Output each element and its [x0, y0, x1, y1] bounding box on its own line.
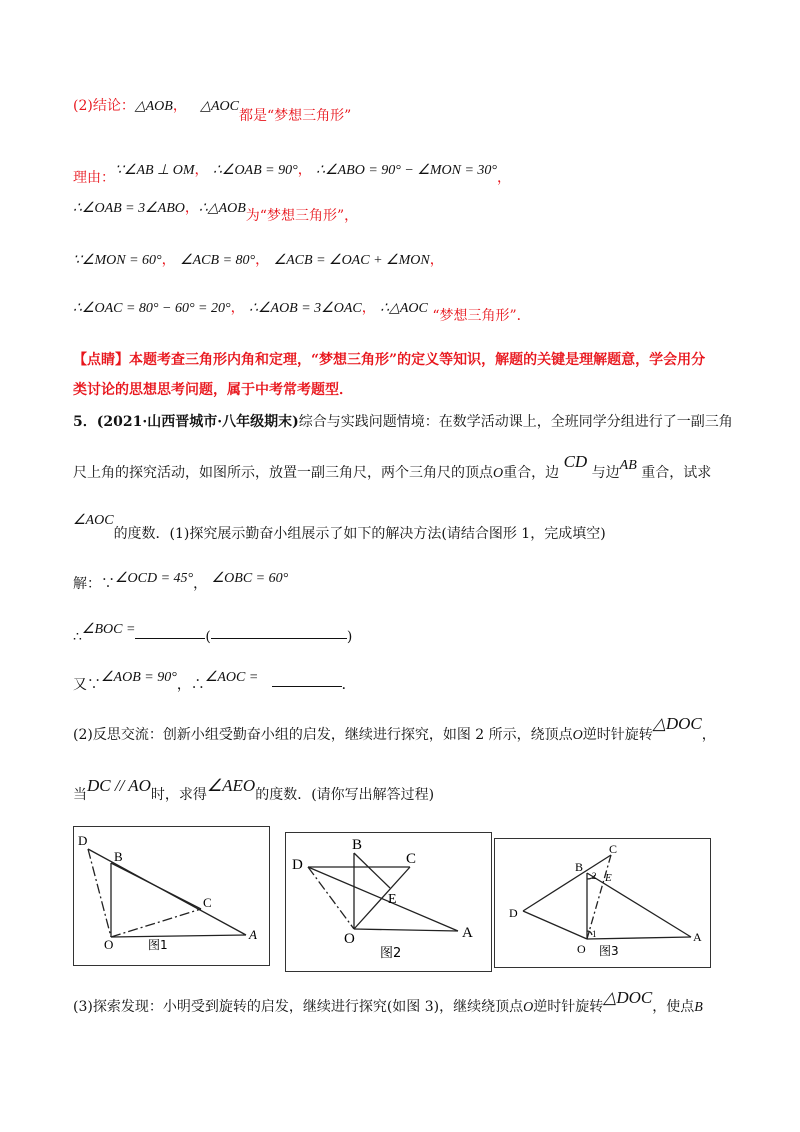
solution-line-2	[73, 618, 353, 645]
fig2-label-a: A	[462, 925, 473, 941]
reason-math-2: ∴∠OAB = 90°	[212, 163, 298, 178]
fig2-label-e: E	[388, 892, 397, 907]
part3-line-1	[73, 988, 703, 1018]
fig1-label-o: O	[104, 937, 114, 952]
problem5-text-2a: 尺上角的探究活动，如图所示，放置一副三角尺，两个三角尺的顶点	[73, 465, 493, 481]
edge-cd: CD	[563, 452, 588, 471]
figure-2-diagram	[286, 833, 491, 971]
angle-aoc-eq: ∠AOC =	[204, 670, 259, 685]
fig2-label-d: D	[292, 857, 303, 873]
fig2-edge-oa	[354, 929, 458, 931]
fig2-label-c: C	[406, 851, 417, 867]
line3-math-1: ∴∠OAB = 3∠ABO	[73, 201, 185, 216]
line5-math-3: ∴△AOC	[380, 301, 428, 316]
blank-aoc-value[interactable]	[272, 672, 342, 687]
problem5-line-1	[73, 412, 733, 432]
fig2-edge-da	[308, 867, 458, 931]
part2-line-1	[73, 714, 716, 746]
line5-math-2: ∴∠AOB = 3∠OAC	[249, 301, 362, 316]
part3-text-1a: (3)探索发现：小明受到旋转的启发，继续进行探究(如图 3)，继续绕顶点	[73, 999, 524, 1015]
solution-math-1: ∠OCD = 45°	[115, 571, 194, 586]
again-because: 又∵	[73, 677, 101, 693]
line5-math-1: ∴∠OAC = 80° − 60° = 20°	[73, 301, 231, 316]
figure-3-diagram	[495, 839, 710, 967]
reason-math-3: ∴∠ABO = 90° − ∠MON = 30°	[316, 163, 498, 178]
fig3-edge-do	[523, 911, 587, 939]
problem5-text-3: 的度数．(1)探究展示勤奋小组展示了如下的解决方法(请结合图形 1，完成填空)	[113, 526, 606, 542]
fig3-label-angle-2: 2	[592, 871, 597, 881]
part3-point-o: O	[523, 1000, 534, 1015]
triangle-aob: △AOB	[134, 99, 173, 114]
fig1-label-b: B	[114, 849, 123, 864]
fig3-label-b: B	[575, 860, 584, 874]
figure-1-diagram	[74, 827, 269, 965]
blank-boc-reason[interactable]	[211, 624, 347, 639]
fig3-caption: 图3	[599, 944, 619, 958]
figure-1	[73, 826, 270, 966]
fig2-edge-co	[354, 867, 410, 929]
conclusion-line	[73, 96, 352, 124]
part3-point-b: B	[694, 1000, 703, 1015]
part2-point-o: O	[572, 728, 583, 743]
part2-text-1a: (2)反思交流：创新小组受勤奋小组的启发，继续进行探究，如图 2 所示，绕顶点	[73, 727, 573, 743]
fig1-label-a: A	[249, 927, 257, 942]
angle-aeo: ∠AEO	[206, 776, 256, 795]
line-4: ∵∠MON = 60°， ∠ACB = 80°， ∠ACB = ∠OAC + ∠MON，	[73, 252, 444, 268]
fig1-edge-oc	[111, 909, 201, 937]
blank-boc-value[interactable]	[135, 624, 205, 639]
reason-tail: ，	[497, 170, 512, 186]
part2-line-2	[73, 776, 435, 805]
fig3-label-a: A	[693, 930, 702, 944]
edge-ab: AB	[619, 458, 637, 473]
part3-text-1c: ，使点	[652, 999, 695, 1015]
problem5-line-3	[73, 513, 606, 542]
conclusion-suffix: 都是“梦想三角形”	[238, 108, 352, 124]
part2-text-2b: 的度数．(请你写出解答过程)	[255, 787, 435, 803]
solution-line-1: 解：∵∠OCD = 45°， ∠OBC = 60°	[73, 571, 289, 592]
fig1-label-d: D	[78, 833, 88, 848]
comment-line-2: 类讨论的思想思考问题，属于中考常考题型．	[73, 382, 353, 398]
therefore-2: ，∴	[176, 677, 205, 693]
part3-triangle-doc: △DOC	[603, 988, 653, 1007]
triangle-aoc: △AOC	[200, 99, 239, 114]
dc-parallel-ao: DC // AO	[87, 776, 151, 795]
problem5-line-2	[73, 452, 712, 484]
problem5-text-2b: 重合，边	[503, 465, 560, 481]
reason-math-1: ∵∠AB ⊥ OM	[115, 163, 195, 178]
paren-close: )	[346, 629, 353, 645]
reason-line: 理由：∵∠AB ⊥ OM， ∴∠OAB = 90°， ∴∠ABO = 90° − ∠MON = 30°，	[73, 162, 512, 186]
paren-open: (	[205, 629, 211, 645]
part2-comma: ，	[701, 727, 716, 743]
fig3-label-o: O	[577, 942, 586, 956]
fig2-label-b: B	[352, 837, 363, 853]
reason-label: 理由：	[73, 170, 115, 186]
line-3: ∴∠OAB = 3∠ABO，∴△AOB为“梦想三角形”，	[73, 200, 359, 224]
therefore-symbol: ∴	[73, 629, 82, 645]
line4-math-2: ∠ACB = 80°	[180, 253, 256, 268]
separator: ，	[172, 98, 187, 114]
line5-text: “梦想三角形”．	[432, 308, 531, 324]
fig1-edge-oa	[111, 935, 246, 937]
fig3-label-c: C	[609, 842, 618, 856]
part2-text-1b: 逆时针旋转	[582, 727, 653, 743]
solution-math-2: ∠OBC = 60°	[211, 571, 289, 586]
fig3-label-d: D	[509, 906, 518, 920]
solution-line-3	[73, 666, 356, 693]
period: ．	[341, 677, 356, 693]
problem-number: 5．	[73, 414, 97, 430]
comment-line-1: 【点睛】本题考查三角形内角和定理，“梦想三角形”的定义等知识，解题的关键是理解题意，学会用分	[73, 352, 706, 368]
line3-math-2: ∴△AOB	[198, 201, 246, 216]
fig1-edge-do	[88, 849, 111, 937]
fig2-label-o: O	[344, 931, 355, 947]
fig1-edge-bc	[111, 863, 201, 909]
line3-text: 为“梦想三角形”，	[245, 208, 359, 224]
angle-aob: ∠AOB = 90°	[101, 670, 177, 685]
part2-triangle-doc: △DOC	[652, 714, 702, 733]
part2-when: 当	[73, 787, 87, 803]
fig2-caption: 图2	[380, 946, 402, 961]
line4-math-1: ∵∠MON = 60°	[73, 253, 162, 268]
fig3-edge-oa	[587, 937, 691, 939]
line4-math-3: ∠ACB = ∠OAC + ∠MON	[273, 253, 430, 268]
fig2-edge-be	[354, 853, 390, 888]
problem5-text-1: 综合与实践问题情境：在数学活动课上，全班同学分组进行了一副三角	[298, 414, 733, 430]
figure-3	[494, 838, 711, 968]
fig1-label-c: C	[203, 895, 212, 910]
part3-text-1b: 逆时针旋转	[533, 999, 604, 1015]
conclusion-prefix: (2)结论：	[73, 98, 135, 114]
fig1-caption: 图1	[148, 938, 168, 952]
part2-text-2a: 时，求得	[150, 787, 207, 803]
point-o: O	[493, 466, 504, 481]
solution-label: 解：∵	[73, 576, 115, 592]
angle-aoc: ∠AOC	[73, 513, 114, 528]
problem5-text-2d: 重合，试求	[641, 465, 712, 481]
line-5: ∴∠OAC = 80° − 60° = 20°， ∴∠AOB = 3∠OAC， ∴△AOC “梦想三角形”．	[73, 300, 531, 324]
fig3-label-e: E	[605, 872, 612, 884]
figure-2	[285, 832, 492, 972]
problem5-text-2c: 与边	[591, 465, 620, 481]
fig3-label-angle-1: 1	[592, 929, 597, 939]
problem-source: (2021·山西晋城市·八年级期末)	[96, 414, 299, 430]
angle-boc: ∠BOC =	[81, 622, 136, 637]
